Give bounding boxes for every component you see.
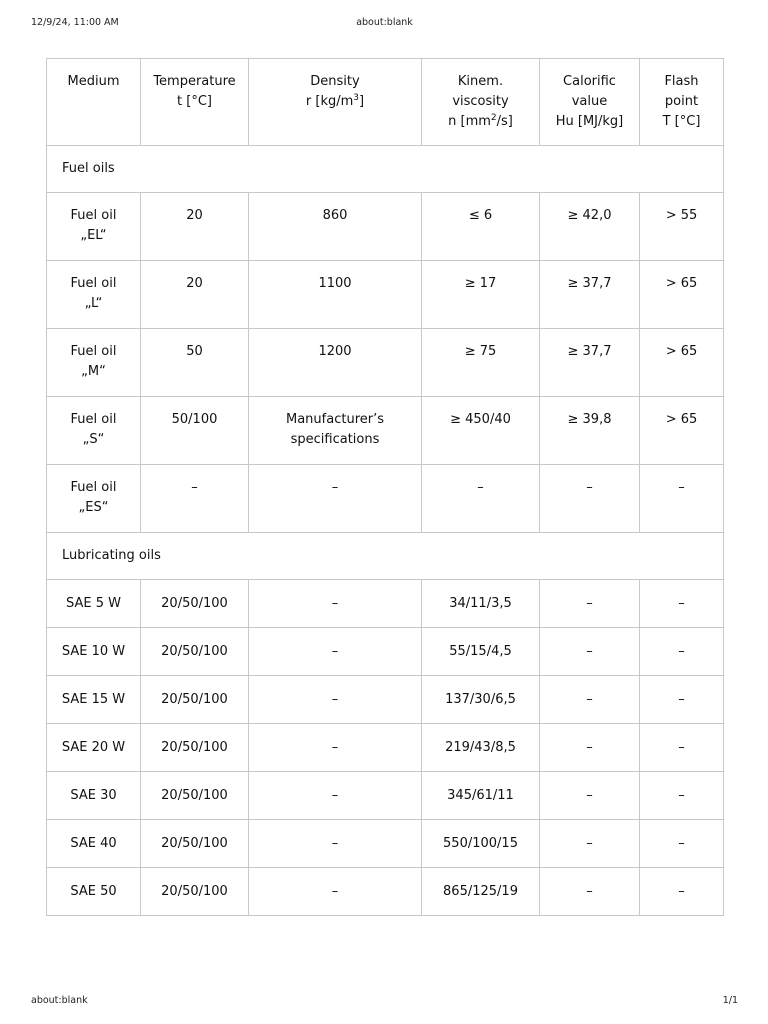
cell-viscosity: 219/43/8,5 bbox=[422, 724, 540, 772]
cell-calorific-value: – bbox=[540, 580, 640, 628]
cell-viscosity: – bbox=[422, 465, 540, 533]
cell-viscosity: 550/100/15 bbox=[422, 820, 540, 868]
table-row bbox=[47, 868, 724, 916]
cell-viscosity: 55/15/4,5 bbox=[422, 628, 540, 676]
cell-calorific-value: – bbox=[540, 676, 640, 724]
table-row bbox=[47, 261, 724, 329]
cell-medium: SAE 30 bbox=[47, 772, 141, 820]
cell-medium: Fuel oil „EL“ bbox=[47, 193, 141, 261]
cell-calorific-value: – bbox=[540, 465, 640, 533]
cell-viscosity: ≥ 17 bbox=[422, 261, 540, 329]
page-counter: 1/1 bbox=[722, 995, 738, 1006]
table-row bbox=[47, 465, 724, 533]
table-row bbox=[47, 820, 724, 868]
cell-density: – bbox=[249, 465, 422, 533]
section-row-fuel-oils bbox=[47, 146, 724, 193]
print-url: about:blank bbox=[31, 995, 88, 1006]
cell-calorific-value: – bbox=[540, 820, 640, 868]
cell-viscosity: ≤ 6 bbox=[422, 193, 540, 261]
header-viscosity: Kinem. viscosity n $[mm^2/s]$ bbox=[422, 59, 540, 146]
cell-medium: SAE 15 W bbox=[47, 676, 141, 724]
cell-medium: Fuel oil „L“ bbox=[47, 261, 141, 329]
table-row bbox=[47, 329, 724, 397]
print-page-title: about:blank bbox=[356, 17, 413, 28]
cell-medium: SAE 10 W bbox=[47, 628, 141, 676]
cell-viscosity: 34/11/3,5 bbox=[422, 580, 540, 628]
cell-calorific-value: ≥ 37,7 bbox=[540, 261, 640, 329]
cell-temperature: 50/100 bbox=[141, 397, 249, 465]
cell-temperature: 20/50/100 bbox=[141, 628, 249, 676]
cell-viscosity: ≥ 75 bbox=[422, 329, 540, 397]
cell-temperature: 20 bbox=[141, 193, 249, 261]
cell-density: 860 bbox=[249, 193, 422, 261]
cell-calorific-value: ≥ 39,8 bbox=[540, 397, 640, 465]
cell-density: 1100 bbox=[249, 261, 422, 329]
cell-density: – bbox=[249, 868, 422, 916]
table-row bbox=[47, 724, 724, 772]
cell-flash-point: – bbox=[640, 676, 724, 724]
section-row-lubricating-oils bbox=[47, 533, 724, 580]
cell-calorific-value: – bbox=[540, 724, 640, 772]
cell-viscosity: 865/125/19 bbox=[422, 868, 540, 916]
cell-flash-point: > 65 bbox=[640, 397, 724, 465]
print-header bbox=[31, 17, 738, 31]
table-row bbox=[47, 676, 724, 724]
print-footer bbox=[31, 995, 738, 1009]
cell-medium: Fuel oil „M“ bbox=[47, 329, 141, 397]
cell-density: – bbox=[249, 676, 422, 724]
cell-medium: Fuel oil „S“ bbox=[47, 397, 141, 465]
cell-flash-point: – bbox=[640, 628, 724, 676]
cell-calorific-value: – bbox=[540, 868, 640, 916]
cell-flash-point: – bbox=[640, 868, 724, 916]
cell-viscosity: ≥ 450/40 bbox=[422, 397, 540, 465]
cell-medium: SAE 20 W bbox=[47, 724, 141, 772]
cell-temperature: 20/50/100 bbox=[141, 580, 249, 628]
header-temperature: Temperature t [°C] bbox=[141, 59, 249, 146]
cell-flash-point: > 65 bbox=[640, 329, 724, 397]
oil-properties-table bbox=[46, 58, 724, 916]
cell-viscosity: 345/61/11 bbox=[422, 772, 540, 820]
cell-flash-point: – bbox=[640, 820, 724, 868]
cell-density: – bbox=[249, 580, 422, 628]
cell-density: 1200 bbox=[249, 329, 422, 397]
table-row bbox=[47, 628, 724, 676]
cell-temperature: 20/50/100 bbox=[141, 868, 249, 916]
cell-density: – bbox=[249, 628, 422, 676]
cell-temperature: 20 bbox=[141, 261, 249, 329]
cell-density: Manufacturer’s specifications bbox=[249, 397, 422, 465]
cell-temperature: 20/50/100 bbox=[141, 820, 249, 868]
cell-flash-point: – bbox=[640, 580, 724, 628]
table-row bbox=[47, 193, 724, 261]
cell-flash-point: > 65 bbox=[640, 261, 724, 329]
cell-temperature: – bbox=[141, 465, 249, 533]
header-calorific-value: Calorific value Hu [MJ/kg] bbox=[540, 59, 640, 146]
cell-density: – bbox=[249, 772, 422, 820]
section-title: Fuel oils bbox=[47, 146, 724, 193]
cell-flash-point: – bbox=[640, 724, 724, 772]
cell-temperature: 20/50/100 bbox=[141, 724, 249, 772]
table-row bbox=[47, 580, 724, 628]
table-row bbox=[47, 772, 724, 820]
section-title: Lubricating oils bbox=[47, 533, 724, 580]
cell-temperature: 20/50/100 bbox=[141, 676, 249, 724]
cell-density: – bbox=[249, 724, 422, 772]
cell-calorific-value: – bbox=[540, 628, 640, 676]
cell-calorific-value: ≥ 42,0 bbox=[540, 193, 640, 261]
cell-medium: SAE 40 bbox=[47, 820, 141, 868]
cell-calorific-value: – bbox=[540, 772, 640, 820]
cell-flash-point: – bbox=[640, 465, 724, 533]
cell-temperature: 20/50/100 bbox=[141, 772, 249, 820]
cell-medium: Fuel oil „ES“ bbox=[47, 465, 141, 533]
header-medium: Medium bbox=[47, 59, 141, 146]
header-flash-point: Flash point T [°C] bbox=[640, 59, 724, 146]
cell-medium: SAE 5 W bbox=[47, 580, 141, 628]
cell-medium: SAE 50 bbox=[47, 868, 141, 916]
cell-viscosity: 137/30/6,5 bbox=[422, 676, 540, 724]
cell-flash-point: – bbox=[640, 772, 724, 820]
table-row bbox=[47, 397, 724, 465]
cell-temperature: 50 bbox=[141, 329, 249, 397]
header-density: Density r $[kg/m^3]$ bbox=[249, 59, 422, 146]
cell-density: – bbox=[249, 820, 422, 868]
print-datetime: 12/9/24, 11:00 AM bbox=[31, 17, 119, 28]
cell-calorific-value: ≥ 37,7 bbox=[540, 329, 640, 397]
cell-flash-point: > 55 bbox=[640, 193, 724, 261]
table-header-row bbox=[47, 59, 724, 146]
